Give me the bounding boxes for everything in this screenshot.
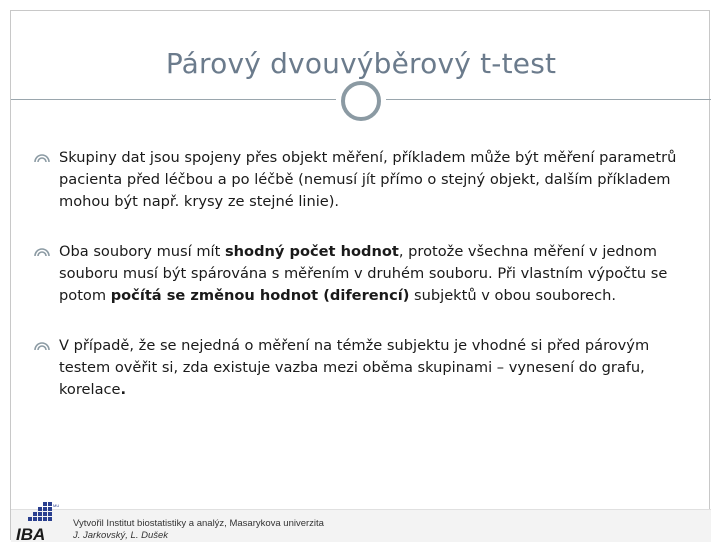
bullet-text: Skupiny dat jsou spojeny přes objekt měření <box>59 149 384 166</box>
bullet-text: subjektů v obou souborech. <box>409 287 617 304</box>
footer <box>11 503 711 542</box>
bullet-arc-icon <box>33 339 51 353</box>
divider-ring-icon <box>341 81 381 121</box>
bullet-list <box>33 147 703 429</box>
slide-title: Párový dvouvýběrový t-test <box>165 47 557 80</box>
bullet-arc-icon <box>33 151 51 165</box>
footer-credits <box>73 518 324 542</box>
bullet-item <box>33 147 703 213</box>
bullet-text: počítá se změnou hodnot (diferencí) <box>110 287 410 304</box>
bullet-text: shodný počet hodnot <box>224 243 399 260</box>
footer-line-1: Vytvořil Institut biostatistiky a analýz, Masarykova univerzita <box>73 518 324 529</box>
footer-authors: J. Jarkovský, L. Dušek <box>73 530 169 541</box>
bullet-text: , příkladem může být měření parametrů pacienta před léčbou a po léčbě (nemusí jít přímo o stejný objekt, dalším příkladem mohou být např. krysy ze stejné linie). <box>59 149 677 210</box>
title-divider-right <box>386 99 711 100</box>
bullet-item <box>33 335 703 401</box>
logo-small-text: MU <box>53 503 59 508</box>
iba-logo-icon <box>13 502 59 542</box>
bullet-text: V případě, že se nejedná o měření na témže subjektu je vhodné si před párovým testem ověřit si, zda existuje vazba mezi oběma skupinami – vynesení do grafu, korelace <box>59 337 650 398</box>
bullet-arc-icon <box>33 245 51 259</box>
title-divider-left <box>11 99 336 100</box>
bullet-text: . <box>120 381 127 398</box>
slide <box>10 10 710 540</box>
bullet-text: , protože všechna měření v jednom souboru musí být spárována s měřením v druhém souboru. Při vlastním výpočtu se potom <box>59 243 668 304</box>
bullet-text: Oba soubory musí mít <box>59 243 225 260</box>
logo-text: IBA <box>16 525 46 542</box>
bullet-item <box>33 241 703 307</box>
